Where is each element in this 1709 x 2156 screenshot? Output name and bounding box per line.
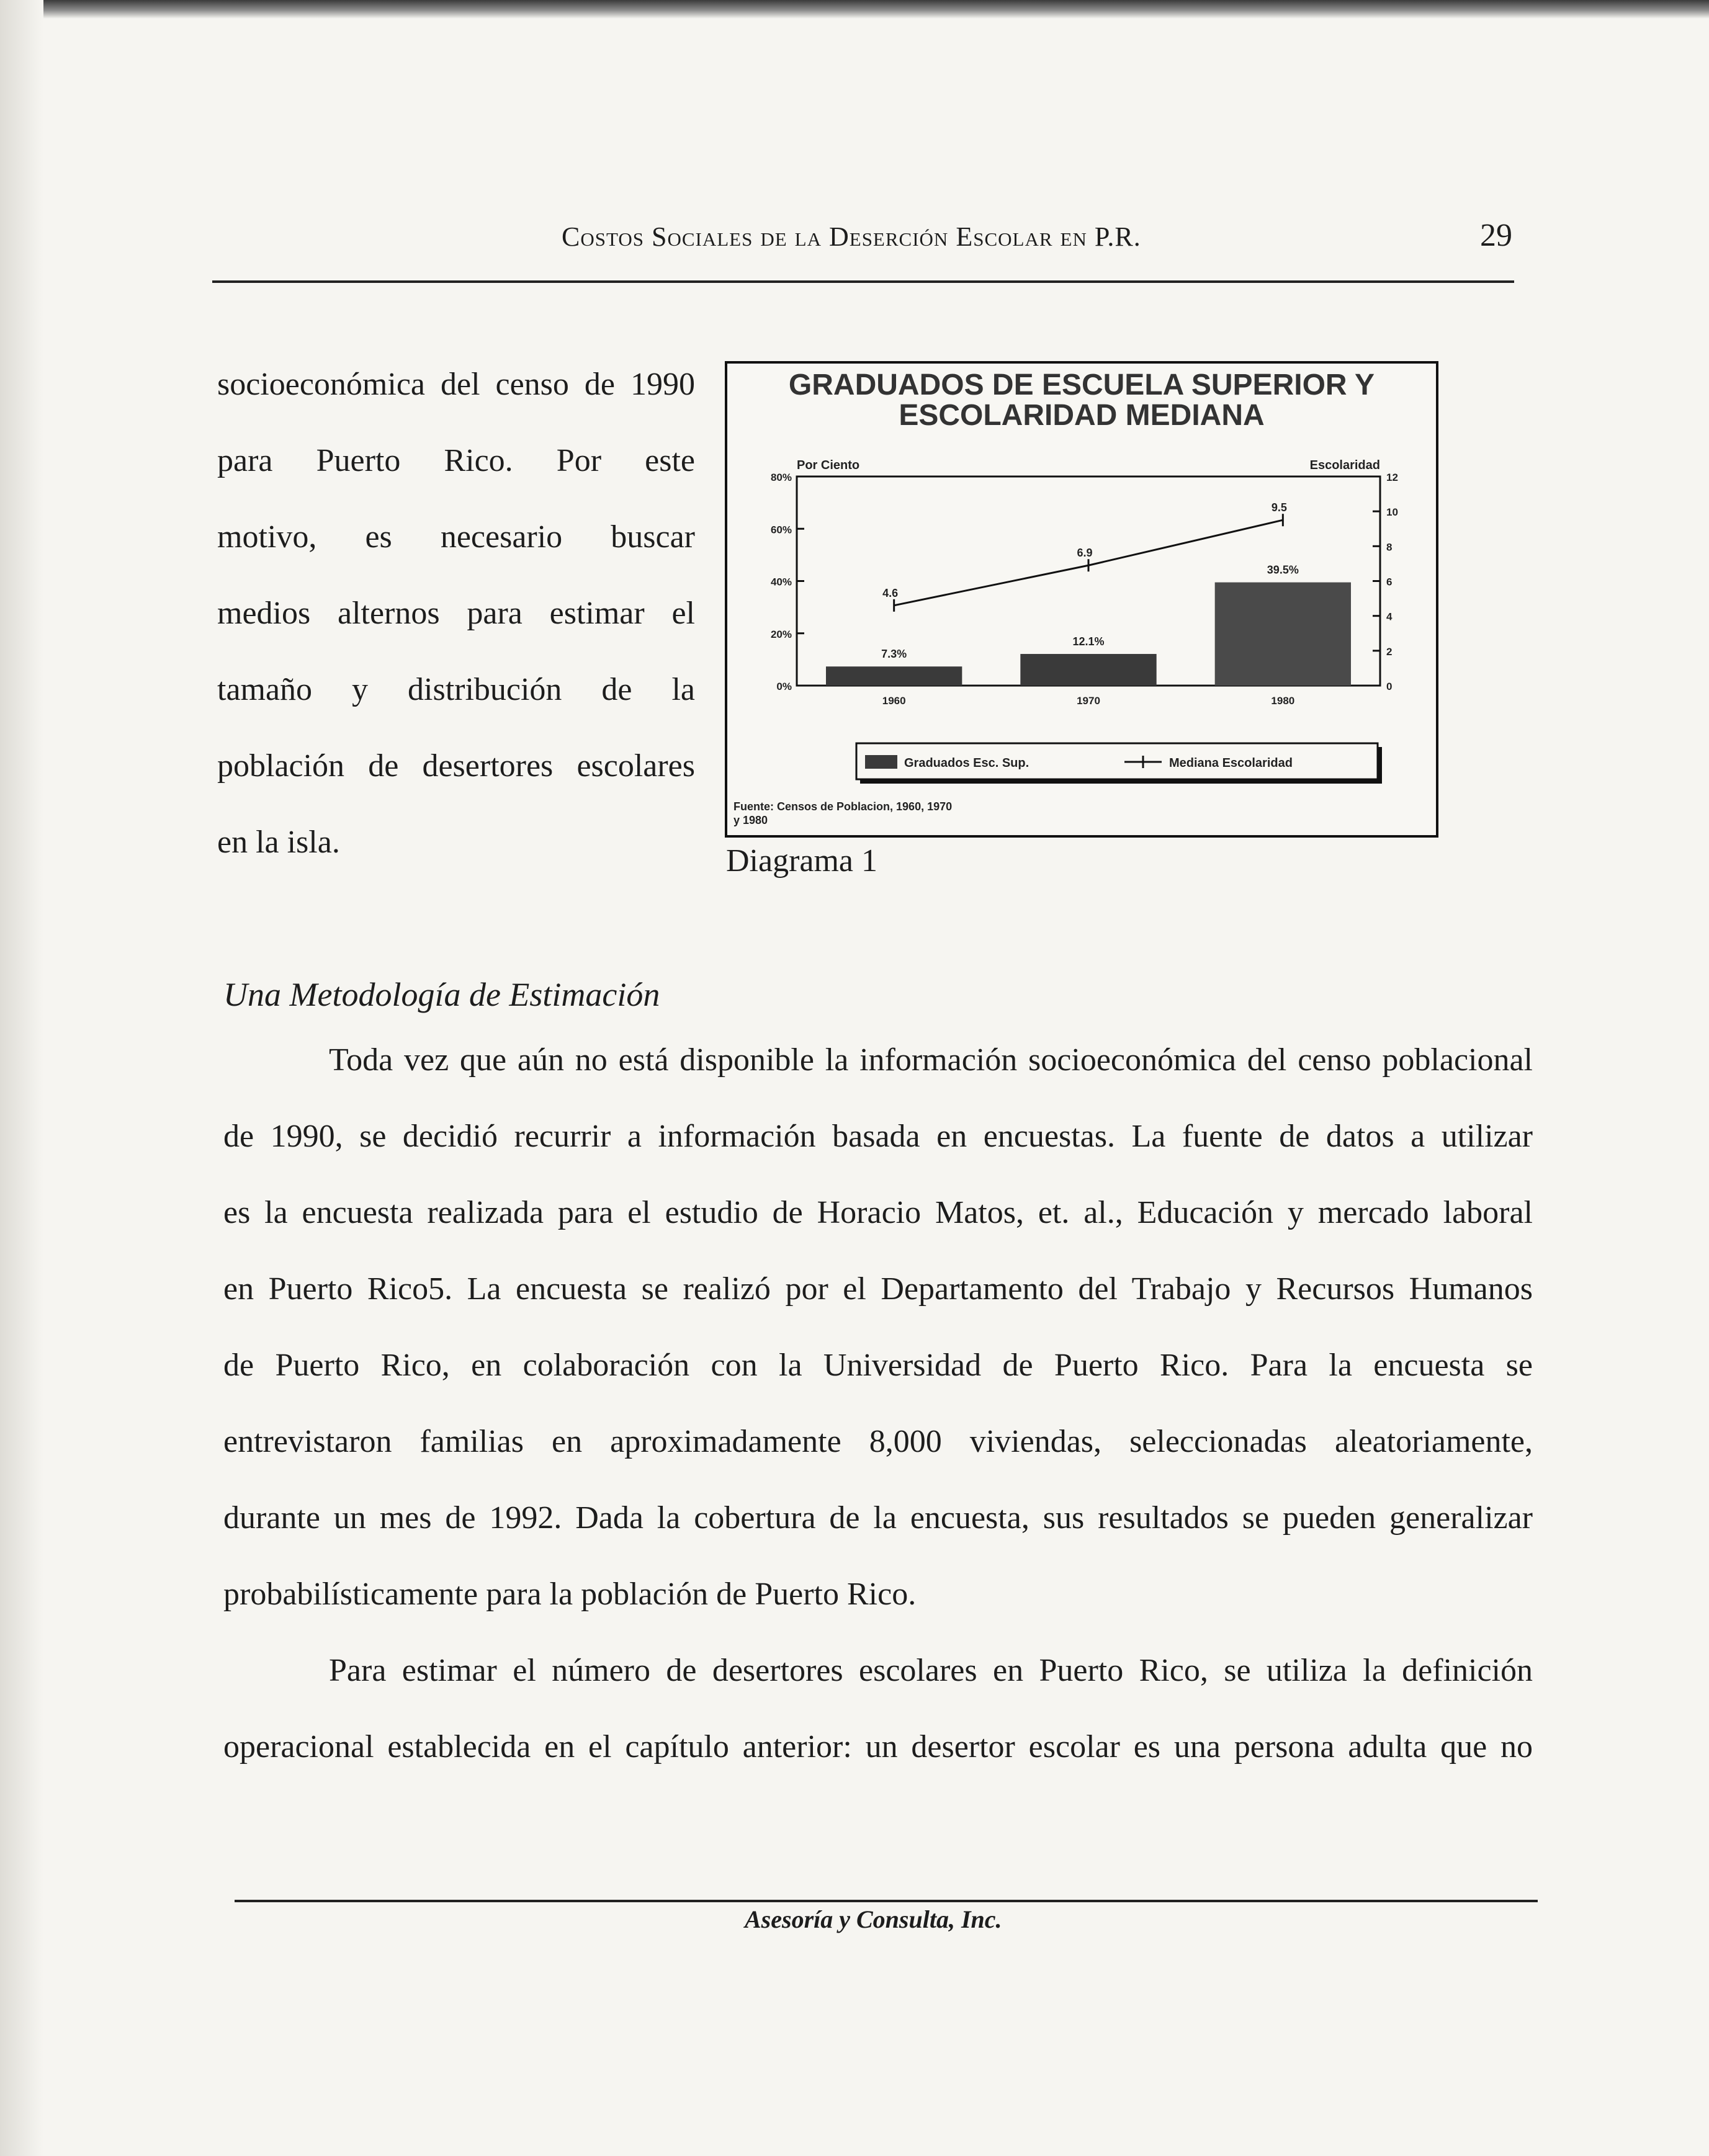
bar-value-label: 12.1% — [1072, 635, 1105, 648]
text-line: en la isla. — [217, 825, 340, 860]
legend-line-label: Mediana Escolaridad — [1169, 756, 1293, 770]
y-tick-label: 20% — [770, 628, 792, 640]
figure-caption: Diagrama 1 — [726, 843, 878, 879]
y-tick-label: 80% — [770, 472, 792, 483]
scan-top-edge — [0, 0, 1709, 19]
y2-tick-label: 6 — [1386, 576, 1393, 588]
y2-tick-label: 0 — [1386, 681, 1393, 692]
y2-tick-label: 2 — [1386, 645, 1393, 658]
line-value-label: 4.6 — [882, 586, 899, 599]
chart-frame — [725, 361, 1438, 838]
y2-tick-label: 8 — [1386, 541, 1393, 553]
text-line: para Puerto Rico. Por este — [217, 443, 695, 478]
chart-title-line-1: GRADUADOS DE ESCUELA SUPERIOR Y — [788, 369, 1375, 401]
text-line: medios alternos para estimar el — [217, 596, 695, 631]
x-tick-label: 1980 — [1271, 695, 1295, 707]
legend — [856, 743, 1382, 784]
chart-title-line-2: ESCOLARIDAD MEDIANA — [899, 399, 1265, 432]
bar-graduados-1970 — [1020, 654, 1156, 686]
legend-frame-shadow — [860, 779, 1382, 784]
body-text — [223, 1033, 1533, 1796]
y-tick-label: 60% — [770, 524, 792, 536]
legend-frame-shadow — [1378, 747, 1382, 783]
text-line: en Puerto Rico5. La encuesta se realizó por el Departamento del Trabajo y Recursos Humanos — [223, 1271, 1533, 1307]
footer-rule — [235, 1900, 1538, 1902]
bar-graduados-1960 — [826, 666, 962, 686]
line-value-label: 9.5 — [1271, 501, 1287, 514]
y2-tick-label: 12 — [1386, 472, 1398, 483]
text-line: probabilísticamente para la población de Puerto Rico. — [223, 1577, 917, 1612]
text-line: socioeconómica del censo de 1990 — [217, 367, 695, 402]
text-line: entrevistaron familias en aproximadamente 8,000 viviendas, seleccionadas aleatoriamente, — [223, 1424, 1533, 1459]
text-line: de 1990, se decidió recurrir a información basada en encuestas. La fuente de datos a utilizar — [223, 1119, 1533, 1154]
text-line: Toda vez que aún no está disponible la información socioeconómica del censo poblacional — [329, 1042, 1533, 1078]
bar-value-label: 7.3% — [881, 648, 907, 661]
chart-source-line-1: Fuente: Censos de Poblacion, 1960, 1970 — [733, 800, 953, 813]
y2-tick-label: 4 — [1386, 611, 1393, 623]
line-value-label: 6.9 — [1077, 547, 1093, 560]
y-axis-label: Por Ciento — [797, 458, 860, 472]
text-line: población de desertores escolares — [217, 748, 695, 784]
page-number: 29 — [1480, 218, 1512, 253]
page-footer: Asesoría y Consulta, Inc. — [745, 1905, 1002, 1933]
text-line: motivo, es necesario buscar — [217, 519, 695, 555]
text-line: durante un mes de 1992. Dada la cobertura de la encuesta, sus resultados se pueden generalizar — [223, 1500, 1533, 1536]
section-title: Una Metodología de Estimación — [223, 976, 660, 1013]
chart-source-line-2: y 1980 — [733, 814, 768, 826]
text-line: tamaño y distribución de la — [217, 672, 695, 707]
text-line: operacional establecida en el capítulo anterior: un desertor escolar es una persona adulta que no — [223, 1729, 1533, 1765]
y-tick-label: 40% — [770, 576, 792, 588]
legend-bar-swatch — [865, 755, 897, 769]
text-line: de Puerto Rico, en colaboración con la Universidad de Puerto Rico. Para la encuesta se — [223, 1348, 1533, 1383]
bar-value-label: 39.5% — [1267, 563, 1299, 576]
y-tick-label: 0% — [776, 681, 792, 692]
y2-axis-label: Escolaridad — [1309, 458, 1380, 472]
y2-tick-label: 10 — [1386, 506, 1398, 519]
bar-graduados-1980 — [1215, 583, 1351, 686]
running-header: Costos Sociales de la Deserción Escolar en P.R. — [562, 221, 1141, 252]
legend-bar-label: Graduados Esc. Sup. — [904, 756, 1029, 770]
x-tick-label: 1960 — [882, 695, 906, 707]
header-rule — [212, 280, 1514, 283]
text-line: es la encuesta realizada para el estudio de Horacio Matos, et. al., Educación y mercado laboral — [223, 1195, 1533, 1230]
text-line: Para estimar el número de desertores escolares en Puerto Rico, se utiliza la definición — [329, 1653, 1533, 1688]
scan-left-edge — [0, 0, 43, 2156]
left-column-text — [217, 363, 695, 897]
x-tick-label: 1970 — [1077, 695, 1100, 707]
chart-svg — [727, 364, 1436, 835]
